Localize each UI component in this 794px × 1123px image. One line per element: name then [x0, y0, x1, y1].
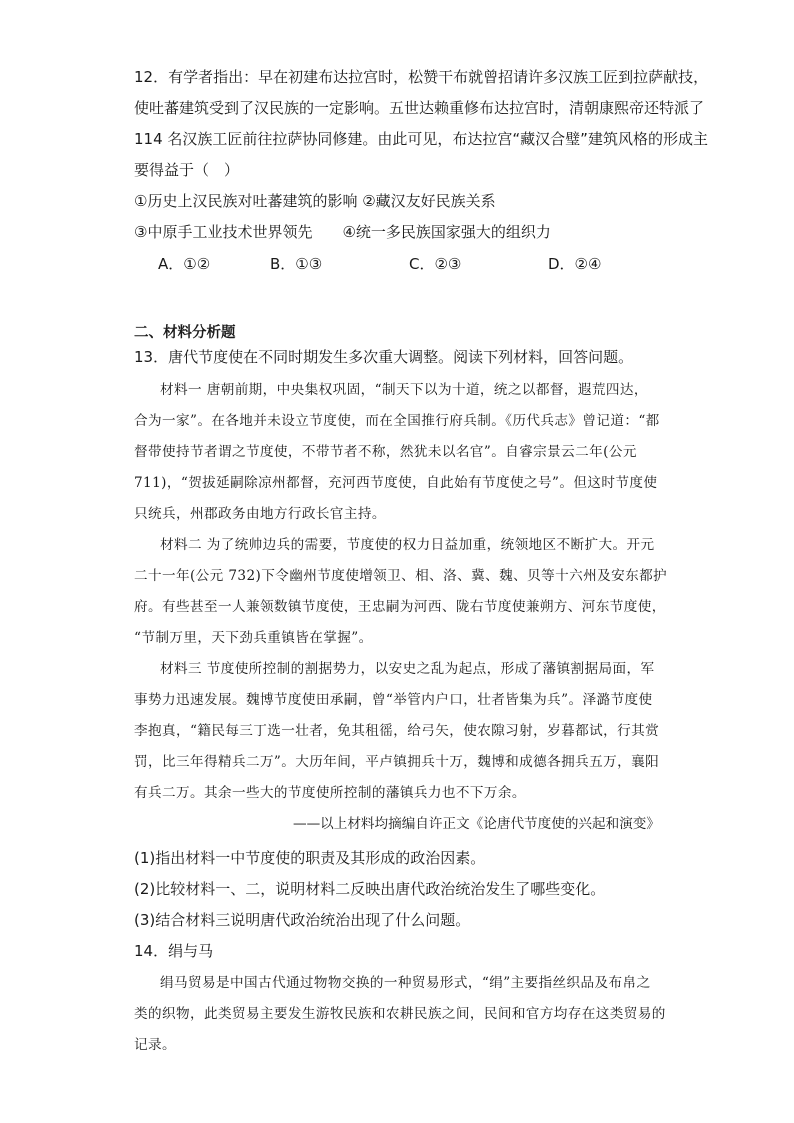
q13-material2-line-1: 材料二 为了统帅边兵的需要，节度使的权力日益加重，统领地区不断扩大。开元 — [160, 537, 655, 553]
q13-material1-line-2: 合为一家”。在各地并未设立节度使，而在全国推行府兵制。《历代兵志》曾记道：“都 — [134, 413, 660, 429]
q13-question-2: (2)比较材料一、二，说明材料二反映出唐代政治统治发生了哪些变化。 — [134, 880, 606, 898]
q14-intro-line-2: 类的织物，此类贸易主要发生游牧民族和农耕民族之间，民间和官方均存在这类贸易的 — [134, 1006, 666, 1022]
q12-option-d[interactable]: D．②④ — [548, 255, 602, 273]
q13-material3-line-4: 罚，比三年得精兵二万”。大历年间，平卢镇拥兵十万，魏博和成德各拥兵五万，襄阳 — [134, 754, 660, 770]
q13-material3-line-3: 李抱真，“籍民每三丁选一壮者，免其租徭，给弓矢，使农隙习射，岁暮都试，行其赏 — [134, 723, 660, 739]
q12-statements-line-2: ③中原手工业技术世界领先 ④统一多民族国家强大的组织力 — [134, 223, 551, 241]
q13-material3-line-2: 事势力迅速发展。魏博节度使田承嗣，曾“举管内户口，壮者皆集为兵”。泽潞节度使 — [134, 692, 653, 708]
q12-statements-line-1: ①历史上汉民族对吐蕃建筑的影响 ②藏汉友好民族关系 — [134, 192, 496, 210]
q13-material1-line-4: 711)，“贺拔延嗣除凉州都督，充河西节度使，自此始有节度使之号”。但这时节度使 — [134, 475, 658, 491]
q14-title: 14．绢与马 — [134, 942, 214, 960]
q13-material2-line-3: 府。有些甚至一人兼领数镇节度使，王忠嗣为河西、陇右节度使兼朔方、河东节度使， — [134, 599, 666, 615]
q14-intro-line-3: 记录。 — [134, 1037, 176, 1053]
q12-stem-line-3: 114 名汉族工匠前往拉萨协同修建。由此可见，布达拉宫“藏汉合璧”建筑风格的形成主 — [134, 130, 708, 148]
q12-stem-line-4: 要得益于（ ） — [134, 161, 240, 179]
q13-material3-line-1: 材料三 节度使所控制的割据势力，以安史之乱为起点，形成了藩镇割据局面，军 — [160, 661, 655, 677]
q13-question-3: (3)结合材料三说明唐代政治统治出现了什么问题。 — [134, 911, 471, 929]
q13-material2-line-2: 二十一年(公元 732)下令幽州节度使增领卫、相、洛、冀、魏、贝等十六州及安东都护 — [134, 568, 668, 584]
q12-stem-line-2: 使吐蕃建筑受到了汉民族的一定影响。五世达赖重修布达拉宫时，清朝康熙帝还特派了 — [134, 99, 705, 117]
section-title: 二、材料分析题 — [134, 325, 236, 341]
q13-question-1: (1)指出材料一中节度使的职责及其形成的政治因素。 — [134, 849, 486, 867]
q13-material1-line-3: 督带使持节者谓之节度使，不带节者不称，然犹未以名官”。自睿宗景云二年(公元 — [134, 444, 637, 460]
q14-intro-line-1: 绢马贸易是中国古代通过物物交换的一种贸易形式，“绢”主要指丝织品及布帛之 — [160, 975, 651, 991]
q12-option-a[interactable]: A．①② — [158, 255, 211, 273]
q12-option-b[interactable]: B．①③ — [270, 255, 323, 273]
q13-material1-line-1: 材料一 唐朝前期，中央集权巩固，“制天下以为十道，统之以都督，遐荒四达， — [160, 382, 648, 398]
q13-material3-line-5: 有兵二万。其余一些大的节度使所控制的藩镇兵力也不下万余。 — [134, 785, 526, 801]
q13-source: ——以上材料均摘编自许正文《论唐代节度使的兴起和演变》 — [292, 816, 660, 832]
q13-stem: 13．唐代节度使在不同时期发生多次重大调整。阅读下列材料，回答问题。 — [134, 348, 634, 366]
q13-material1-line-5: 只统兵，州郡政务由地方行政长官主持。 — [134, 506, 386, 522]
q12-options — [158, 254, 658, 274]
q12-option-c[interactable]: C．②③ — [409, 255, 462, 273]
q12-stem-line-1: 12．有学者指出：早在初建布达拉宫时，松赞干布就曾招请许多汉族工匠到拉萨献技， — [134, 68, 709, 86]
q13-material2-line-4: “节制万里，天下劲兵重镇皆在掌握”。 — [134, 630, 373, 646]
